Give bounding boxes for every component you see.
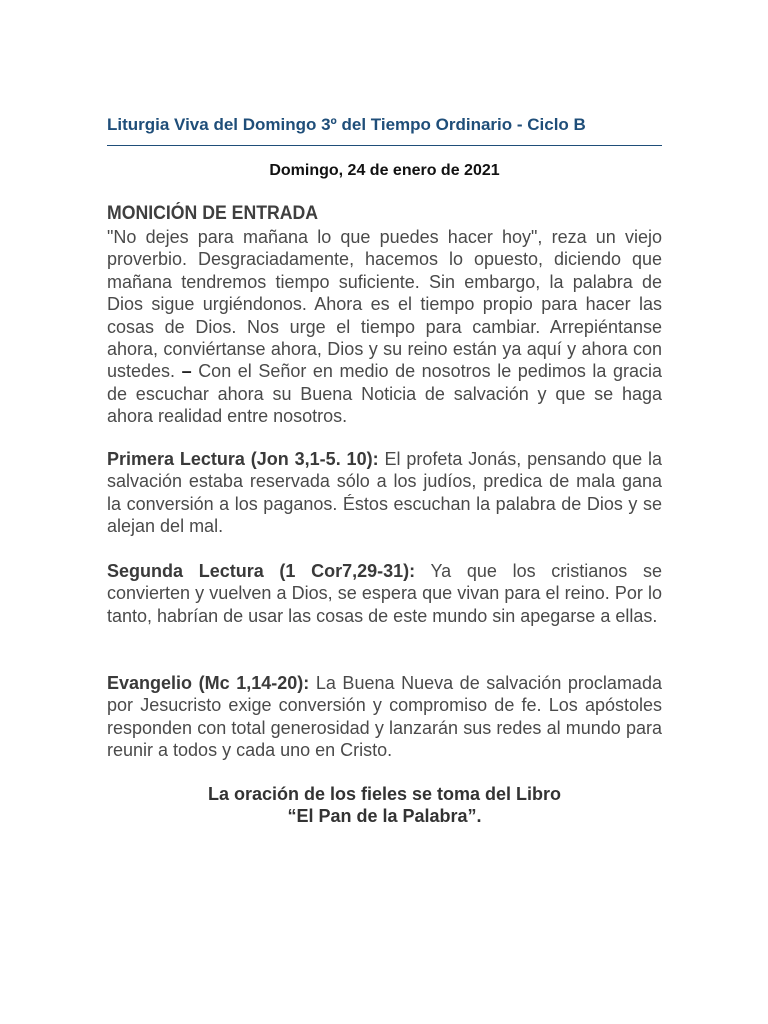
- monicion-paragraph: [107, 226, 662, 428]
- reading-summary: La Buena Nueva de salvación proclamada por Jesucristo exige conversión y compromiso de fe. Los apóstoles responden con total generosidad y lanzarán sus redes al mundo para reunir a todos y cada uno en Cristo.: [107, 673, 662, 761]
- reading-label: Segunda Lectura (1 Cor7,29-31):: [107, 561, 416, 581]
- reading-second: [107, 560, 662, 627]
- reading-label: Primera Lectura (Jon 3,1-5. 10):: [107, 449, 379, 469]
- date-line: Domingo, 24 de enero de 2021: [269, 162, 500, 179]
- closing-line-1: La oración de los fieles se toma del Libro: [207, 784, 562, 804]
- reading-summary: Ya que los cristianos se convierten y vuelven a Dios, se espera que vivan para el reino. Por lo tanto, habrían de usar las cosas de este mundo sin apegarse a ellas.: [107, 561, 662, 626]
- closing-note: [107, 783, 662, 827]
- reading-first: [107, 448, 662, 538]
- monicion-heading: MONICIÓN DE ENTRADA: [107, 203, 319, 224]
- reading-summary: El profeta Jonás, pensando que la salvación estaba reservada sólo a los judíos, predica de mala gana la conversión a los paganos. Éstos escuchan la palabra de Dios y se alejan del mal.: [107, 449, 662, 537]
- reading-gospel: [107, 672, 662, 762]
- title-underline-divider: [107, 145, 662, 146]
- monicion-text-intro: "No dejes para mañana lo que puedes hacer hoy", reza un viejo proverbio. Desgraciadamente, hacemos lo opuesto, diciendo que mañana tendremos tiempo suficiente. Sin embargo, la palabra de Dios sigue urgiéndonos. Ahora es el tiempo propio para hacer las cosas de Dios. Nos urge el tiempo para cambiar. Arrepiéntanse ahora, conviértanse ahora, Dios y su reino están ya aquí y ahora con ustedes.: [107, 227, 662, 382]
- document-title: Liturgia Viva del Domingo 3º del Tiempo Ordinario - Ciclo B: [107, 115, 586, 134]
- monicion-text-closing: Con el Señor en medio de nosotros le pedimos la gracia de escuchar ahora su Buena Noticia de salvación y que se haga ahora realidad entre nosotros.: [107, 361, 662, 427]
- reading-label: Evangelio (Mc 1,14-20):: [107, 673, 310, 693]
- closing-line-2: “El Pan de la Palabra”.: [287, 806, 482, 826]
- monicion-dash: –: [181, 361, 192, 382]
